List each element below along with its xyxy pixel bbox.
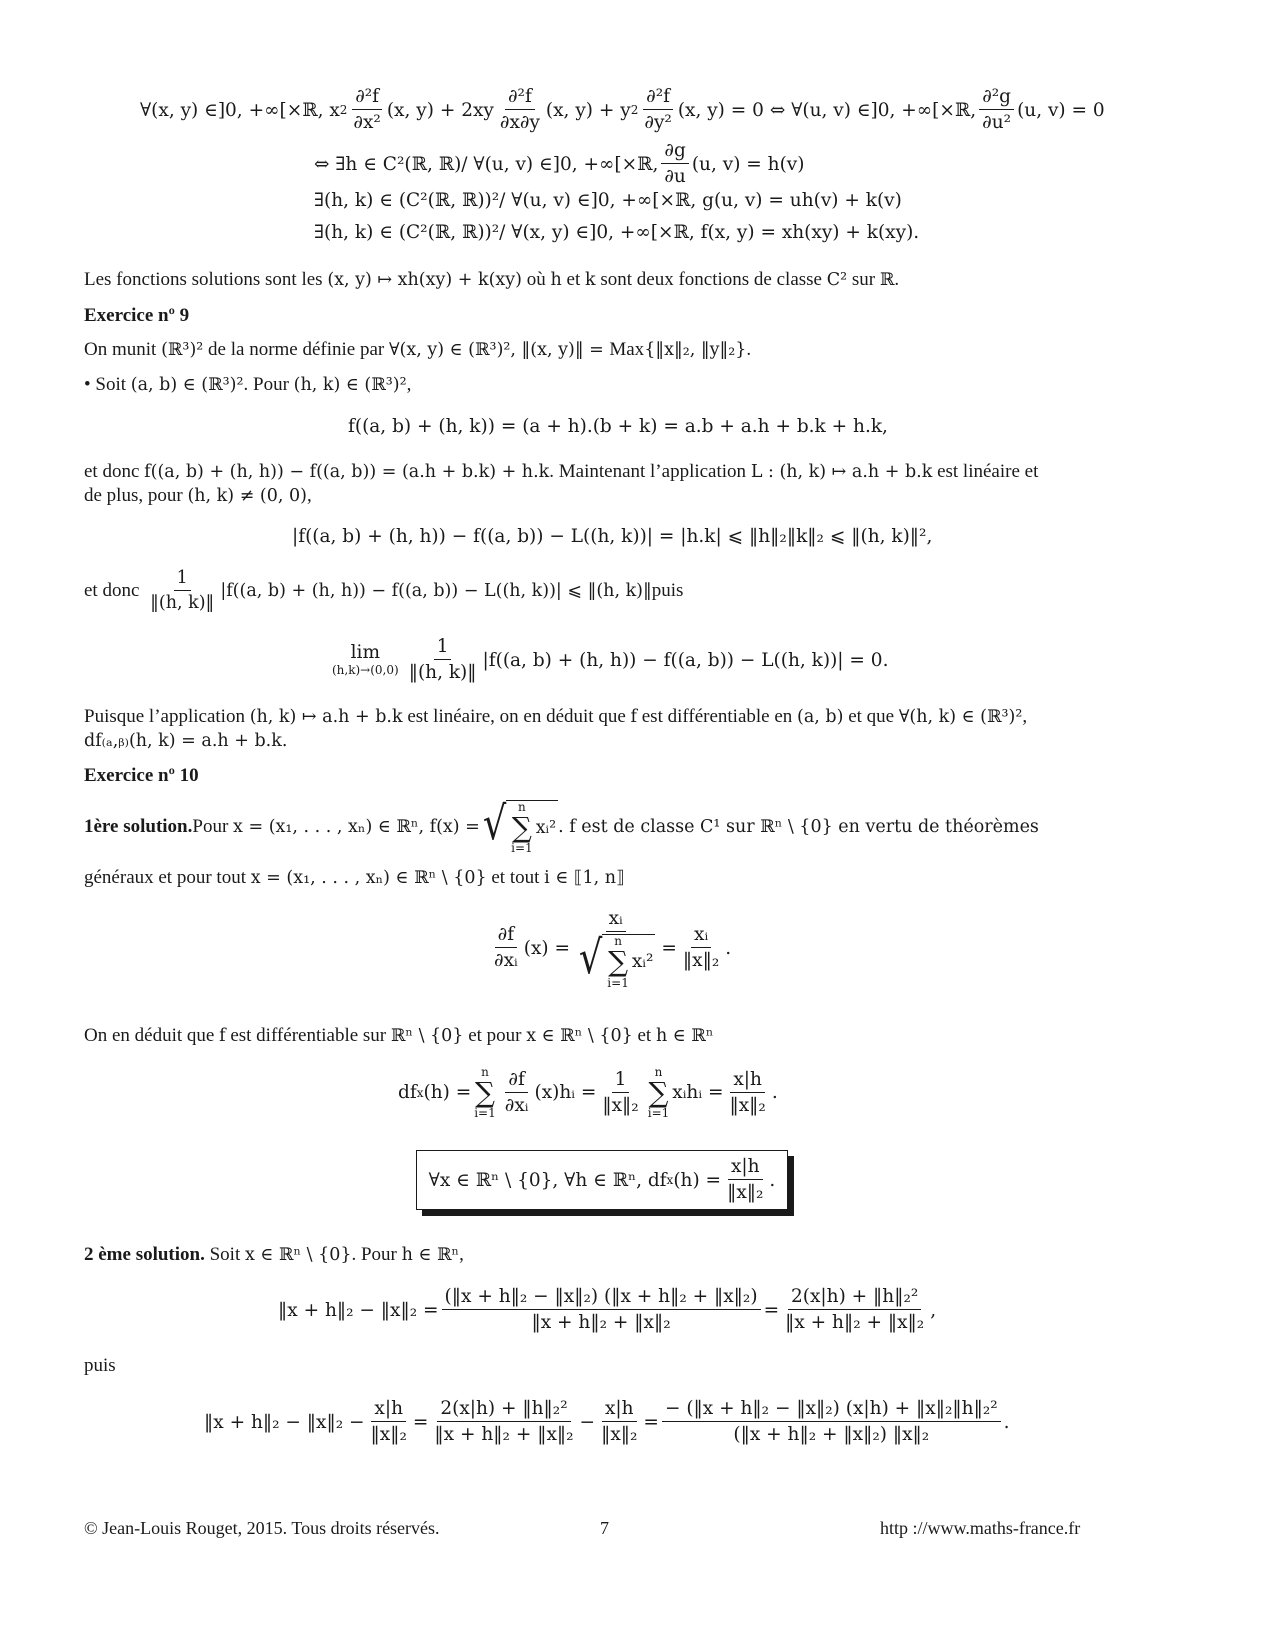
eq2-tail: (u, v) = h(v) (691, 153, 805, 175)
radicand (506, 800, 558, 854)
frac-den: ‖x + h‖₂ + ‖x‖₂ (785, 1312, 925, 1334)
math-run: ∀(x, y) ∈ (ℝ³)², ‖(x, y)‖ = (389, 340, 610, 360)
text-run: et donc (84, 461, 145, 482)
sigma: ∑ (608, 945, 629, 979)
radicand (602, 934, 655, 988)
math-run: . f est de classe C¹ sur ℝⁿ \ {0} en vertu de théorèmes (558, 817, 1039, 838)
sum-top: n (654, 1065, 663, 1079)
frac-den: (‖x + h‖₂ + ‖x‖₂) ‖x‖₂ (733, 1424, 930, 1446)
math-run: (a, b) (797, 707, 844, 727)
lim-sub: (h,k)→(0,0) (332, 662, 399, 677)
text-run: , (459, 1244, 464, 1265)
fraction (502, 1069, 532, 1117)
equation-exists-hk-g: ∃(h, k) ∈ (C²(ℝ, ℝ))²/ ∀(u, v) ∈]0, +∞[×ℝ, g(u, v) = uh(v) + k(v) (314, 190, 902, 211)
text-run: . (894, 269, 900, 290)
text-run: et que (843, 706, 899, 727)
frac-num: − (‖x + h‖₂ − ‖x‖₂) (x|h) + ‖x‖₂‖h‖₂² (662, 1398, 1001, 1422)
frac-num: ∂f (495, 924, 517, 948)
frac-den (573, 932, 658, 988)
exercise-10-solution-2 (84, 1243, 464, 1267)
text-run: Soit (204, 1244, 245, 1265)
text-run: Puisque l’application (84, 706, 250, 727)
fraction (979, 86, 1014, 134)
math-run: C² (826, 270, 848, 290)
fraction (491, 924, 521, 972)
equals: = (661, 937, 677, 959)
text-run: On en déduit que (84, 1025, 220, 1046)
radical-sign: √ (482, 796, 507, 850)
eq1-prefix: ∀(x, y) ∈]0, +∞[×ℝ, x (140, 99, 340, 121)
exercise-9-linear-map (84, 460, 1038, 484)
fraction (641, 86, 674, 134)
frac-num: ∂²g (979, 86, 1014, 110)
exercise-10-solution-1 (84, 796, 1039, 856)
sum-term: xᵢ² (631, 950, 654, 972)
eq1-args: (x, y) (545, 99, 593, 121)
footer-copyright: © Jean-Louis Rouget, 2015. Tous droits réservés. (84, 1518, 440, 1538)
equals: = (412, 1411, 429, 1433)
text-run: Les fonctions solutions sont les (84, 269, 328, 290)
text-run: est linéaire et (932, 461, 1039, 482)
math-run: x ∈ ℝⁿ \ {0} (526, 1026, 633, 1046)
fraction (662, 1398, 1001, 1446)
sum-bottom: i=1 (511, 841, 533, 856)
eq7-tail: |f((a, b) + (h, h)) − f((a, b)) − L((h, k))| = 0. (482, 649, 889, 671)
math-run: k (585, 270, 596, 290)
math-run: h (550, 270, 562, 290)
equation-exists-h (314, 140, 804, 188)
comma: , (930, 1299, 937, 1321)
text-run: et (632, 1025, 656, 1046)
period: . (771, 1082, 778, 1104)
text-run: . Maintenant l’application (549, 461, 751, 482)
frac-den: ‖x‖₂ (727, 1182, 764, 1203)
frac-num: (‖x + h‖₂ − ‖x‖₂) (‖x + h‖₂ + ‖x‖₂) (442, 1286, 761, 1310)
text-run: . Pour (243, 374, 294, 395)
frac-num: ∂f (505, 1069, 527, 1093)
frac-num: 1 (174, 568, 191, 591)
math-run: {‖x‖₂, ‖y‖₂} (644, 340, 747, 360)
math-run: f (219, 1026, 226, 1046)
text-run: de plus, pour (84, 485, 188, 506)
frac-num: 2(x|h) + ‖h‖₂² (437, 1398, 570, 1422)
sigma: ∑ (474, 1076, 495, 1109)
equation-inequality-bound: |f((a, b) + (h, h)) − f((a, b)) − L((h, k))| = |h.k| ⩽ ‖h‖₂‖k‖₂ ⩽ ‖(h, k)‖², (292, 526, 933, 547)
text-run: où (522, 269, 551, 290)
math-run: ∀(h, k) ∈ (ℝ³)² (898, 707, 1023, 727)
square-root (576, 930, 655, 990)
period: . (769, 1169, 776, 1191)
exercise-10-general (84, 866, 625, 890)
math-run: h ∈ ℝⁿ (655, 1026, 714, 1046)
math-run: x ∈ ℝⁿ \ {0} (244, 1245, 352, 1265)
frac-num: ∂²f (643, 86, 673, 110)
text-run: On munit (84, 339, 162, 360)
fraction (661, 140, 688, 188)
eq2-lead: ⇔ ∃h ∈ C²(ℝ, ℝ)/ ∀(u, v) ∈]0, +∞[×ℝ, (314, 153, 659, 175)
solution-label: 2 ème solution. (84, 1244, 205, 1265)
eq1-term: + y (598, 99, 631, 121)
equation-norm-difference (278, 1286, 936, 1334)
exercise-9-nonzero (84, 484, 312, 508)
frac-den: ‖(h, k)‖ (408, 662, 477, 684)
exercise-9-heading: Exercice nº 9 (84, 305, 190, 326)
text-run: et pour (463, 1025, 527, 1046)
frac-num: x|h (728, 1156, 763, 1180)
math-run: L : (h, k) ↦ a.h + b.k (750, 462, 933, 482)
exercise-9-norm-definition (84, 338, 751, 362)
text-run: et donc (84, 580, 140, 601)
text-run: • Soit (84, 374, 131, 395)
math-run: (a, b) ∈ (ℝ³)² (130, 375, 244, 395)
math-run: ℝ (879, 270, 895, 290)
frac-den: ‖x‖₂ (602, 1094, 639, 1116)
frac-den: ‖x‖₂ (370, 1424, 407, 1446)
frac-num: ∂g (661, 140, 688, 164)
exercise-10-deduction (84, 1024, 713, 1048)
eq1-equiv: = 0 ⇔ ∀(u, v) ∈]0, +∞[×ℝ, (730, 99, 977, 121)
text-run: Pour (192, 816, 229, 838)
exercise-9-bullet (84, 373, 411, 397)
frac-num: ∂²f (505, 86, 535, 110)
text-run: et tout (486, 867, 545, 888)
lim-label: lim (350, 642, 381, 664)
math-run: h ∈ ℝⁿ (401, 1245, 460, 1265)
text-run: puis (651, 580, 684, 601)
eq9-mid: (x)hᵢ = (534, 1082, 597, 1104)
equation-pde-equivalence: ∀(x, y) ∈]0, +∞[×ℝ, x 2 $\frac{\text{∂²f}}{\text{∂x²}}$ (x, y) + 2xy $\frac{\text{∂²f}}{\partial x\partial y}$ (x, y) + y 2 $\frac{\text{∂²f}}{\text{∂y²}}$ (x, y) = 0 ⇔ ∀(u, v) ∈]0, +∞[×ℝ, $\frac{\text{∂²g}}{\text{∂u²}}$ (u, v) = 0 (140, 86, 1105, 134)
math-run: (ℝ³)² (161, 340, 204, 360)
eq9-lhs: df (398, 1082, 417, 1104)
fraction (680, 924, 722, 972)
sum-top: n (614, 934, 622, 949)
frac-num: xᵢ (606, 908, 626, 932)
math-run: (h, k) ↦ a.h + b.k (249, 707, 403, 727)
frac-num: x|h (371, 1398, 406, 1422)
math-run: ℝⁿ \ {0} (390, 1026, 464, 1046)
frac-den: ∂x² (353, 112, 381, 134)
math-run: f (630, 707, 637, 727)
math-run: x = (x₁, . . . , xₙ) ∈ ℝⁿ, f(x) = (233, 817, 480, 838)
frac-num: 1 (612, 1069, 630, 1093)
frac-den: ‖x‖₂ (601, 1424, 638, 1446)
equals: = (763, 1299, 780, 1321)
frac-num: x|h (730, 1069, 765, 1093)
fraction (147, 568, 217, 614)
eq9-xihi: xᵢhᵢ = (672, 1082, 724, 1104)
sum-bottom: i=1 (607, 975, 629, 990)
fraction (598, 1398, 640, 1446)
equation-exists-hk-f: ∃(h, k) ∈ (C²(ℝ, ℝ))²/ ∀(x, y) ∈]0, +∞[×ℝ, f(x, y) = xh(xy) + k(xy). (314, 222, 920, 243)
box-arg: (h) = (673, 1169, 722, 1191)
boxed-equation (429, 1156, 776, 1204)
fraction (573, 908, 658, 989)
sum-top: n (518, 800, 526, 814)
summation (511, 801, 533, 854)
summation (474, 1066, 496, 1119)
fraction (368, 1398, 410, 1446)
footer-url[interactable]: http ://www.maths-france.fr (880, 1518, 1081, 1538)
math-run: (h, k) ∈ (ℝ³)² (293, 375, 407, 395)
sum-term: xᵢ² (535, 817, 557, 838)
text-run: et (561, 269, 585, 290)
sigma: ∑ (648, 1076, 669, 1109)
fraction (442, 1286, 761, 1334)
square-root (480, 796, 558, 856)
text-run: , (306, 485, 312, 506)
text-run: est différentiable sur (225, 1025, 391, 1046)
equation-limit (332, 636, 888, 684)
sigma: ∑ (511, 811, 532, 844)
sum-top: n (481, 1065, 489, 1079)
period: . (1003, 1411, 1010, 1433)
puis-text: puis (84, 1355, 116, 1376)
solution-label: 1ère solution. (84, 816, 193, 838)
equation-partial-derivative (488, 908, 731, 989)
fraction (406, 636, 480, 684)
math-run: f((a, b) + (h, h)) − f((a, b)) = (a.h + b.k) + h.k (144, 462, 550, 482)
minus: − (579, 1411, 596, 1433)
fraction (726, 1069, 768, 1117)
text-run: de la norme définie par (203, 339, 389, 360)
exercise-9-differential (84, 729, 287, 753)
frac-den: ∂y² (644, 112, 672, 134)
frac-num: x|h (602, 1398, 637, 1422)
math-run: df₍ₐ,ᵦ₎(h, k) = a.h + b.k. (84, 731, 288, 751)
frac-den: ‖x‖₂ (682, 950, 720, 972)
math-run: i ∈ ⟦1, n⟧ (544, 868, 625, 888)
frac-den: ∂u (664, 166, 686, 188)
frac-den: ‖x + h‖₂ + ‖x‖₂ (434, 1424, 574, 1446)
equals: = (643, 1411, 659, 1433)
limit-operator (332, 643, 399, 677)
box-lead: ∀x ∈ ℝⁿ \ {0}, ∀h ∈ ℝⁿ, df (428, 1169, 667, 1191)
frac-den: ‖x + h‖₂ + ‖x‖₂ (531, 1312, 671, 1334)
fraction (782, 1286, 927, 1334)
boxed-result (416, 1150, 788, 1210)
eq1-args: (x, y) (386, 99, 434, 121)
fraction (724, 1156, 766, 1204)
frac-den: ‖(h, k)‖ (150, 593, 215, 613)
text-run: est différentiable en (637, 706, 798, 727)
period: . (725, 937, 732, 959)
radical-sign: √ (578, 930, 603, 985)
math-run: (x, y) ↦ xh(xy) + k(xy) (327, 270, 522, 290)
frac-num: 1 (434, 636, 452, 660)
equation-remainder (204, 1398, 1010, 1446)
sum-bottom: i=1 (474, 1106, 496, 1121)
text-run: Max (609, 339, 645, 360)
math-run: |f((a, b) + (h, h)) − f((a, b)) − L((h, k))| ⩽ ‖(h, k)‖ (220, 581, 652, 601)
eq10-lhs: ‖x + h‖₂ − ‖x‖₂ = (278, 1299, 439, 1321)
exercise-9-quotient (84, 568, 683, 614)
solutions-statement (84, 268, 899, 292)
box-sub: x (666, 1173, 674, 1187)
text-run: , (1022, 706, 1028, 727)
frac-den: ∂x∂y (499, 112, 540, 134)
frac-den: ∂xᵢ (504, 1094, 529, 1116)
fraction (431, 1398, 576, 1446)
fraction (497, 86, 543, 134)
eq8-arg: (x) = (523, 937, 570, 959)
math-run: (h, k) ≠ (0, 0) (187, 486, 307, 506)
frac-den: ‖x‖₂ (729, 1094, 766, 1116)
fraction (350, 86, 383, 134)
exercise-9-conclusion (84, 705, 1027, 729)
text-run: . Pour (351, 1244, 402, 1265)
sum-bottom: i=1 (647, 1106, 670, 1121)
fraction (599, 1069, 641, 1117)
equation-differential-sum (398, 1066, 778, 1119)
footer-page-number: 7 (600, 1518, 609, 1538)
eq1-term: + 2xy (439, 99, 494, 121)
exercise-10-heading: Exercice nº 10 (84, 765, 199, 786)
summation (648, 1066, 670, 1119)
frac-den: ∂u² (982, 112, 1012, 134)
equation-product-expansion: f((a, b) + (h, k)) = (a + h).(b + k) = a.b + a.h + b.k + h.k, (348, 416, 888, 437)
eq9-arg: (h) = (423, 1082, 472, 1104)
eq11-lhs: ‖x + h‖₂ − ‖x‖₂ − (204, 1411, 365, 1433)
text-run: généraux et pour tout (84, 867, 251, 888)
text-run: . (746, 339, 752, 360)
eq1-args: (x, y) (677, 99, 725, 121)
eq1-tail: (u, v) = 0 (1017, 99, 1105, 121)
text-run: sont deux fonctions de classe (595, 269, 827, 290)
frac-num: xᵢ (691, 924, 711, 948)
text-run: est linéaire, on en déduit que (402, 706, 631, 727)
frac-num: 2(x|h) + ‖h‖₂² (788, 1286, 921, 1310)
frac-den: ∂xᵢ (494, 950, 518, 972)
math-run: x = (x₁, . . . , xₙ) ∈ ℝⁿ \ {0} (250, 868, 487, 888)
summation (607, 935, 629, 988)
eq9-sub: x (416, 1085, 424, 1100)
frac-num: ∂²f (352, 86, 382, 110)
text-run: , (406, 374, 412, 395)
text-run: sur (847, 269, 880, 290)
